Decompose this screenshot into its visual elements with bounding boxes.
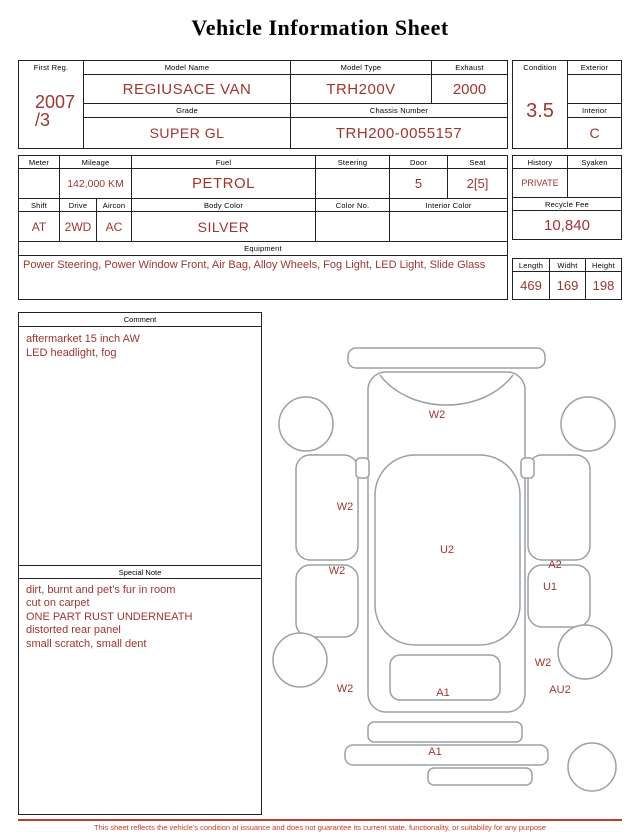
- chassis-number-label: Chassis Number: [290, 104, 507, 118]
- wheel-rear-right: [558, 625, 612, 679]
- side-panel-right-rear: [528, 565, 590, 627]
- grade-value: SUPER GL: [149, 125, 225, 141]
- car-damage-diagram: [265, 325, 625, 805]
- first-reg-value: [27, 74, 75, 148]
- side-panel-right-front: [528, 455, 590, 560]
- rear-bumper-bar-2: [345, 745, 548, 765]
- exhaust-value: 2000: [431, 75, 507, 104]
- fuel-value: PETROL: [131, 169, 315, 198]
- shift-value: AT: [31, 219, 47, 234]
- condition-cell: [513, 61, 567, 148]
- identity-table: [18, 60, 508, 149]
- mileage-value: 142,000 KM: [59, 169, 131, 198]
- damage-code-right-rear-w2: W2: [534, 657, 552, 669]
- comment-panel: [18, 312, 262, 815]
- color-no-label: Color No.: [315, 199, 389, 212]
- steering-value: [315, 169, 389, 198]
- mirror-right: [521, 458, 534, 478]
- damage-code-left-rear-panel: W2: [328, 565, 346, 577]
- length-label: Length: [513, 259, 549, 272]
- meter-label: Meter: [19, 156, 59, 169]
- recycle-fee-label: Recycle Fee: [513, 198, 621, 211]
- spec-band-2: [19, 199, 507, 242]
- height-value: 198: [585, 272, 621, 299]
- seat-value: 2[5]: [447, 169, 507, 198]
- spec-band-1: [19, 156, 507, 199]
- width-label: Widht: [549, 259, 585, 272]
- special-note-line: ONE PART RUST UNDERNEATH: [26, 610, 193, 623]
- syaken-value: [567, 169, 621, 198]
- first-reg-year: 2007: [34, 91, 76, 112]
- comment-header: Comment: [19, 313, 261, 327]
- aircon-value: AC: [96, 212, 131, 241]
- condition-score: 3.5: [526, 99, 554, 122]
- disclaimer-text: This sheet reflects the vehicle's condition at issuance and does not guarantee its current state, functionality, or suitability for any purpose: [94, 823, 546, 832]
- grade-label: Grade: [84, 104, 290, 118]
- wheel-front-left: [279, 397, 333, 451]
- condition-value: [526, 74, 554, 148]
- special-note-line: dirt, burnt and pet's fur in room: [26, 584, 176, 596]
- damage-code-rear-window: A1: [436, 687, 450, 699]
- equipment-value: Power Steering, Power Window Front, Air Bag, Alloy Wheels, Fog Light, LED Light, Slide Glass: [23, 259, 486, 271]
- first-reg-cell: [19, 61, 84, 148]
- door-label: Door: [389, 156, 447, 169]
- interior-color-value: [389, 212, 507, 241]
- body-color-value: SILVER: [131, 212, 315, 241]
- side-panel-left-rear: [296, 565, 358, 637]
- model-type-value: TRH200V: [290, 75, 431, 104]
- first-reg-month: /3: [34, 110, 50, 130]
- exterior-label: Exterior: [567, 61, 621, 75]
- damage-code-rear-bumper: A1: [428, 746, 442, 758]
- mirror-left: [356, 458, 369, 478]
- history-table: [512, 155, 622, 240]
- car-diagram-svg: [265, 325, 625, 805]
- interior-value: C: [567, 118, 621, 148]
- wheel-rear-left: [273, 633, 327, 687]
- damage-code-hood: W2: [428, 409, 446, 421]
- rear-step-bar: [428, 768, 532, 785]
- first-reg-label: First Reg.: [33, 63, 69, 72]
- spare-tire-circle: [568, 743, 616, 791]
- special-note-line: distorted rear panel: [26, 624, 121, 637]
- chassis-number-value: TRH200-0055157: [290, 118, 507, 148]
- drive-label: Drive: [59, 199, 96, 212]
- width-value: 169: [549, 272, 585, 299]
- special-note-header: Special Note: [19, 565, 261, 579]
- body-color-label: Body Color: [131, 199, 315, 212]
- history-value: PRIVATE: [513, 169, 567, 198]
- interior-color-label: Interior Color: [389, 199, 507, 212]
- drive-value: 2WD: [59, 212, 96, 241]
- length-value: 469: [520, 278, 542, 293]
- damage-code-left-front-panel: W2: [336, 501, 354, 513]
- page-title: Vehicle Information Sheet: [191, 15, 449, 40]
- steering-label: Steering: [315, 156, 389, 169]
- damage-code-right-rear-au2: AU2: [549, 684, 571, 696]
- special-note-line: cut on carpet: [26, 597, 90, 610]
- spec-table: [18, 155, 508, 300]
- footer-divider: [18, 819, 622, 821]
- model-type-label: Model Type: [290, 61, 431, 75]
- exhaust-label: Exhaust: [431, 61, 507, 75]
- equipment-label: Equipment: [19, 242, 507, 256]
- shift-label: Shift: [19, 199, 59, 212]
- comment-body: [19, 327, 261, 565]
- recycle-fee-value: 10,840: [544, 216, 590, 234]
- condition-label: Condition: [523, 63, 557, 72]
- height-label: Height: [585, 259, 621, 272]
- syaken-label: Syaken: [567, 156, 621, 169]
- damage-code-right-panel-a2: A2: [548, 559, 562, 571]
- fuel-label: Fuel: [131, 156, 315, 169]
- door-value: 5: [389, 169, 447, 198]
- special-note-body: [19, 579, 261, 814]
- aircon-label: Aircon: [96, 199, 131, 212]
- rear-bumper-bar-1: [368, 722, 522, 742]
- history-label: History: [513, 156, 567, 169]
- mileage-label: Mileage: [59, 156, 131, 169]
- dimensions-table: [512, 258, 622, 300]
- wheel-front-right: [561, 397, 615, 451]
- damage-code-left-rear-w2: W2: [336, 683, 354, 695]
- special-note-line: small scratch, small dent: [26, 637, 147, 650]
- color-no-value: [315, 212, 389, 241]
- damage-code-roof: U2: [439, 544, 455, 556]
- damage-code-right-panel-u1: U1: [542, 581, 558, 593]
- front-bumper-bar: [348, 348, 545, 368]
- comment-line: LED headlight, fog: [26, 347, 117, 360]
- seat-label: Seat: [447, 156, 507, 169]
- model-name-value: REGIUSACE VAN: [84, 75, 290, 104]
- exterior-value: [567, 75, 621, 104]
- interior-label: Interior: [567, 104, 621, 118]
- model-name-label: Model Name: [84, 61, 290, 75]
- comment-line: aftermarket 15 inch AW: [26, 333, 140, 345]
- meter-value: [19, 169, 59, 198]
- condition-table: [512, 60, 622, 149]
